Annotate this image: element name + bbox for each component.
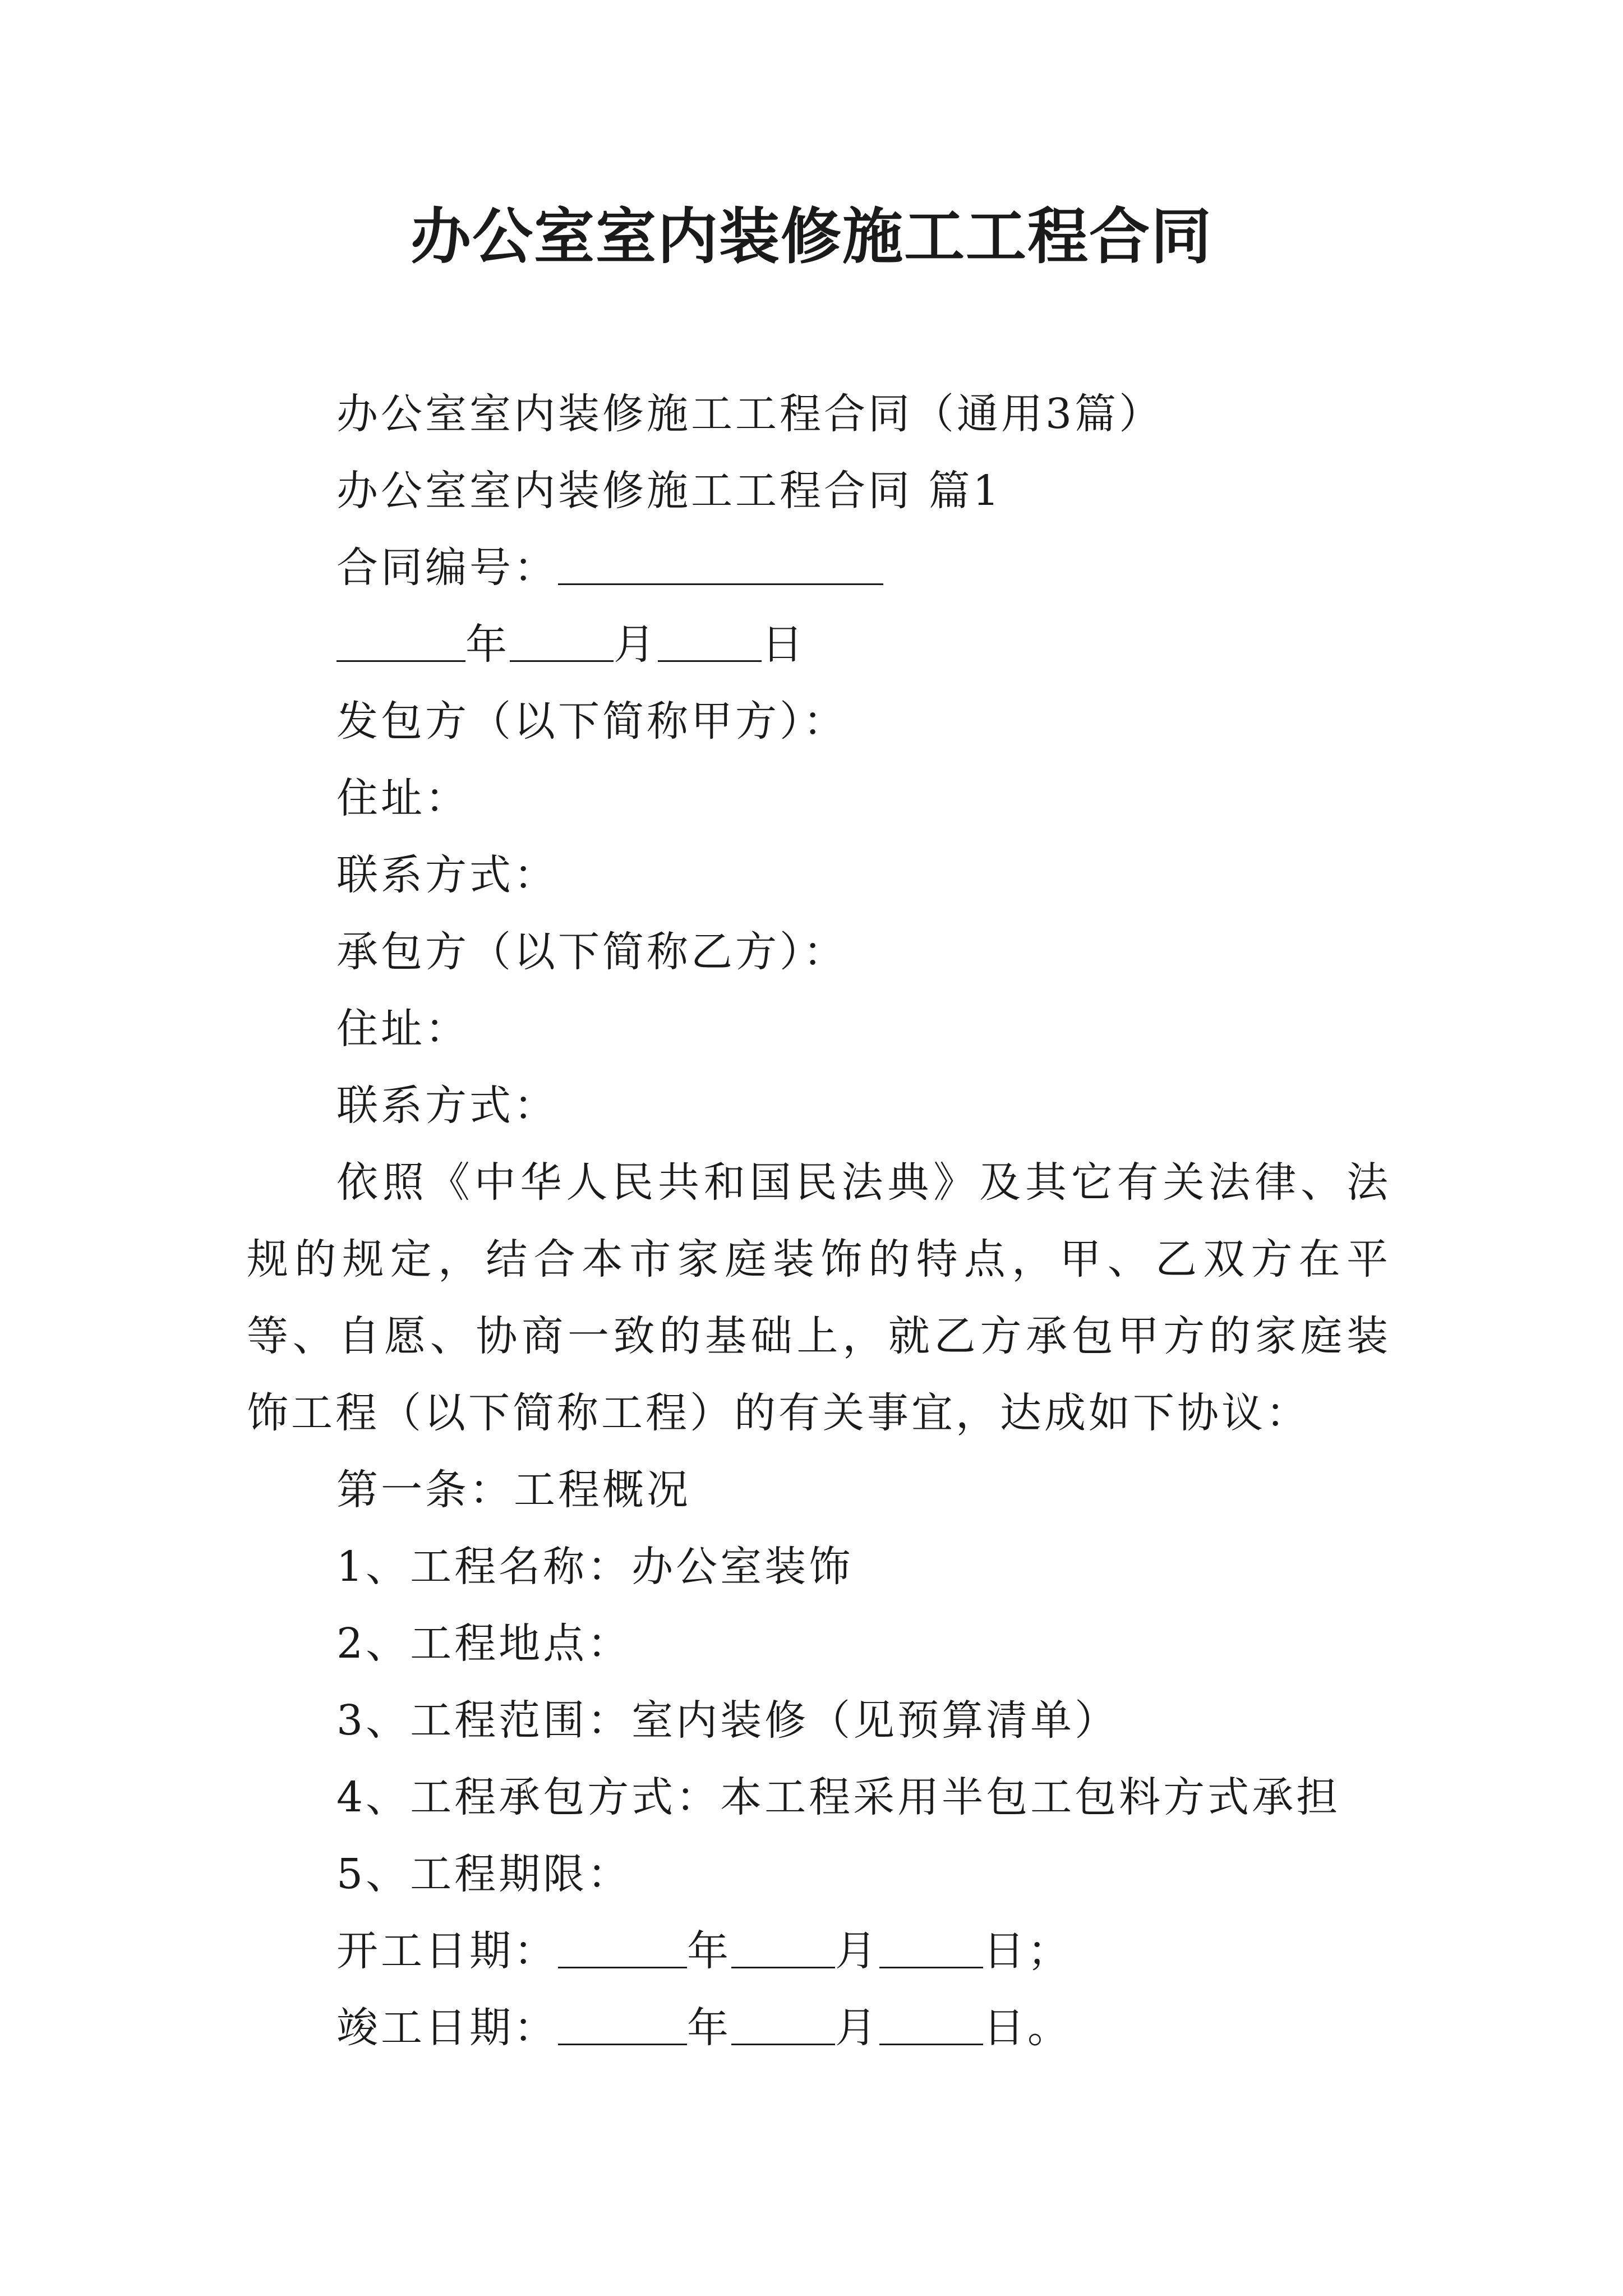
- party-b-contact: 联系方式：: [336, 1082, 558, 1130]
- month-blank: [510, 621, 614, 662]
- party-a-contact: 联系方式：: [336, 851, 558, 899]
- start-year-label: 年: [687, 1927, 731, 1975]
- project-location-item: 2、工程地点：: [336, 1619, 632, 1668]
- party-b-address: 住址：: [336, 1005, 469, 1053]
- day-blank: [658, 621, 762, 662]
- start-month-blank: [731, 1927, 835, 1968]
- start-year-blank: [558, 1927, 687, 1968]
- start-day-label: 日；: [983, 1927, 1072, 1975]
- completion-date-line: [247, 1990, 1391, 2067]
- project-name-item: 1、工程名称：办公室装饰: [336, 1543, 854, 1591]
- contract-number-blank: [558, 544, 883, 585]
- completion-month-label: 月: [835, 2004, 879, 2052]
- year-label: 年: [465, 620, 510, 669]
- completion-year-blank: [558, 2004, 687, 2045]
- contract-number-line: [247, 530, 1391, 606]
- party-a-label: 发包方（以下简称甲方）：: [336, 697, 847, 746]
- contract-method-item: 4、工程承包方式：本工程采用半包工包料方式承担: [336, 1773, 1341, 1821]
- article-1-heading: 第一条：工程概况: [336, 1466, 691, 1514]
- completion-day-blank: [879, 2004, 983, 2045]
- project-period-item: 5、工程期限：: [336, 1850, 632, 1898]
- completion-year-label: 年: [687, 2004, 731, 2052]
- year-blank: [336, 621, 465, 662]
- start-day-blank: [879, 1927, 983, 1968]
- completion-day-label: 日。: [983, 2004, 1072, 2052]
- month-label: 月: [614, 620, 658, 669]
- contract-date-line: [247, 606, 1391, 683]
- party-b-label: 承包方（以下简称乙方）：: [336, 928, 847, 976]
- intro-paragraph: 依照《中华人民共和国民法典》及其它有关法律、法规的规定，结合本市家庭装饰的特点，甲、乙双方在平等、自愿、协商一致的基础上，就乙方承包甲方的家庭装饰工程（以下简称工程）的有关事宜，达成如下协议：: [247, 1158, 1391, 1437]
- day-label: 日: [762, 620, 806, 669]
- start-date-label: 开工日期：: [336, 1927, 558, 1975]
- document-body: [247, 376, 1391, 2067]
- party-a-address: 住址：: [336, 774, 469, 822]
- completion-date-label: 竣工日期：: [336, 2004, 558, 2052]
- document-subtitle: 办公室室内装修施工工程合同（通用3篇）: [336, 390, 1164, 438]
- contract-number-label: 合同编号：: [336, 544, 558, 592]
- start-month-label: 月: [835, 1927, 879, 1975]
- project-scope-item: 3、工程范围：室内装修（见预算清单）: [336, 1696, 1119, 1745]
- section-heading: 办公室室内装修施工工程合同 篇1: [336, 467, 1002, 515]
- completion-month-blank: [731, 2004, 835, 2045]
- document-title: 办公室室内装修施工工程合同: [410, 201, 1212, 272]
- start-date-line: [247, 1913, 1391, 1990]
